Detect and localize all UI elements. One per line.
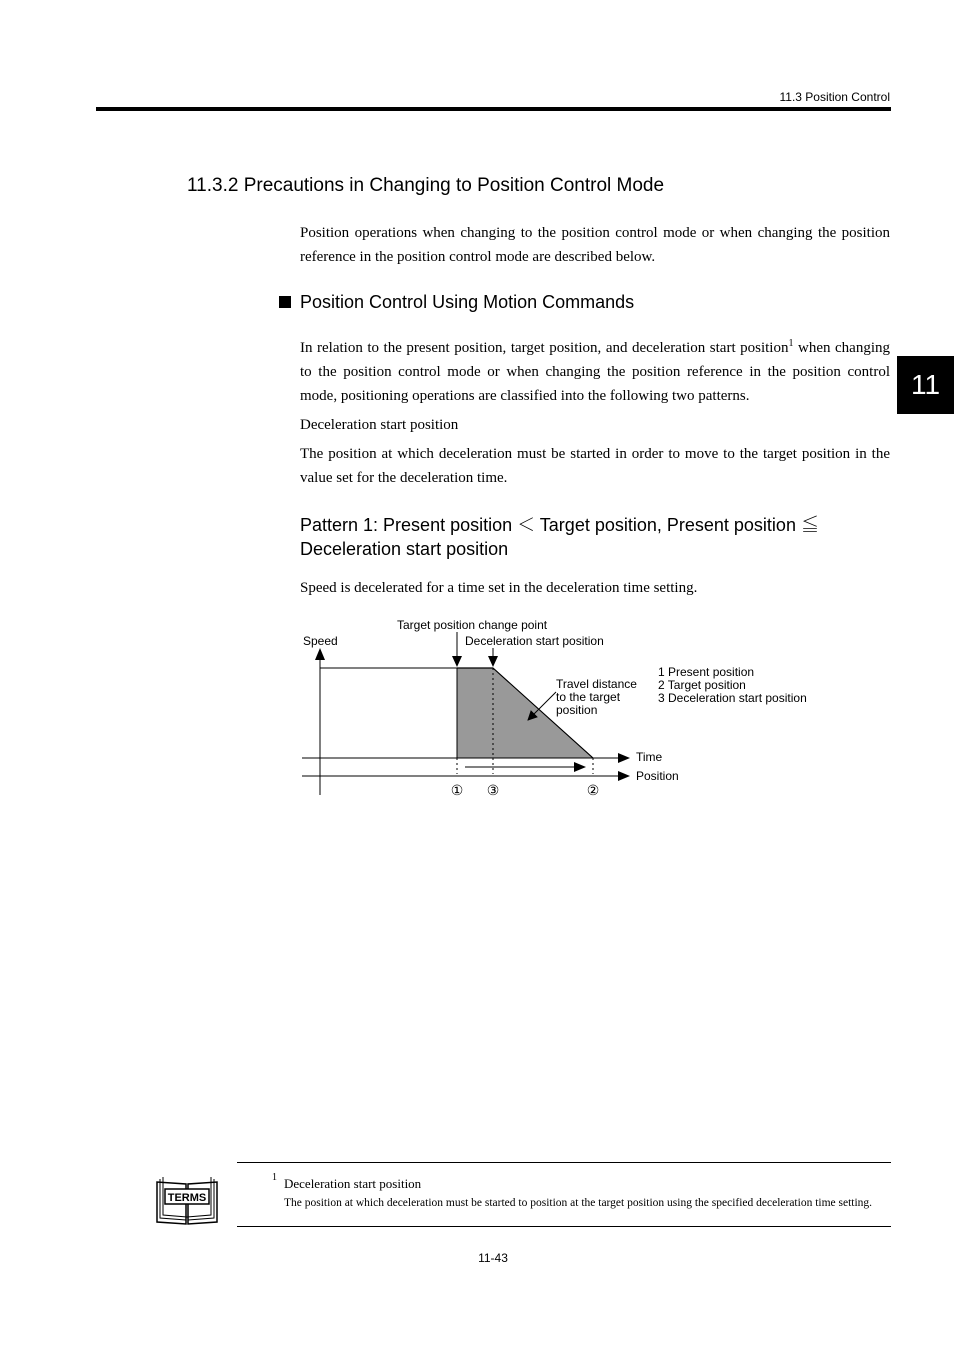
time-axis-arrow-icon: [618, 753, 630, 763]
pattern1-description: Speed is decelerated for a time set in the deceleration time setting.: [300, 580, 698, 596]
legend-item-2: 2 Target position: [658, 678, 746, 692]
position-axis-arrow-icon: [618, 771, 630, 781]
travel-arrow-head-icon: [574, 762, 586, 772]
header-rule: [96, 107, 891, 111]
chapter-tab: 11: [897, 356, 954, 414]
definition-term: Deceleration start position: [300, 417, 459, 433]
footnote-term: Deceleration start position: [284, 1176, 422, 1191]
header-section-ref: 11.3 Position Control: [779, 90, 890, 104]
body-text-before: In relation to the present position, target position, and deceleration start position: [300, 340, 789, 356]
position-label: Position: [636, 769, 679, 783]
time-label: Time: [636, 750, 663, 764]
intro-paragraph: Position operations when changing to the position control mode or when changing the position reference in the position control mode are described below.: [300, 225, 890, 265]
footnote-mark: 1: [272, 1172, 277, 1183]
subsection-heading: [279, 292, 634, 313]
decel-start-label: Deceleration start position: [465, 634, 604, 648]
footnote-text: The position at which deceleration must be started to position at the target position using the specified deceleration time setting.: [284, 1197, 873, 1209]
speed-label: Speed: [303, 634, 338, 648]
legend-item-1: 1 Present position: [658, 665, 755, 679]
square-bullet-icon: [279, 296, 291, 308]
marker-3-label: ③: [486, 782, 500, 798]
decel-start-arrow-head-icon: [488, 656, 498, 667]
pattern1-heading: Pattern 1: Present position ＜ Target position, Present position ≦ Deceleration start position: [300, 515, 819, 559]
travel-label-line1: Travel distance: [556, 677, 637, 691]
marker-2-label: ②: [586, 782, 600, 798]
speed-position-diagram: [290, 612, 830, 802]
terms-book-icon: [155, 1176, 219, 1226]
definition-text: The position at which deceleration must be started in order to move to the target position in the value set for the deceleration time.: [300, 446, 890, 486]
subsection-title: Position Control Using Motion Commands: [300, 292, 635, 312]
section-title: 11.3.2 Precautions in Changing to Position Control Mode: [187, 175, 665, 196]
target-change-arrow-head-icon: [452, 656, 462, 667]
target-change-label: Target position change point: [397, 618, 548, 632]
travel-label-line3: position: [556, 703, 598, 717]
svg-text:TERMS: TERMS: [167, 1192, 207, 1204]
footnote-ref: 1: [788, 338, 794, 349]
marker-1-label: ①: [450, 782, 464, 798]
speed-axis-arrow-icon: [315, 648, 325, 660]
legend-item-3: 3 Deceleration start position: [658, 691, 807, 705]
page-number: 11-43: [478, 1251, 508, 1265]
travel-label-line2: to the target: [556, 690, 621, 704]
body-text-after: when changing to the position control mode or when changing the position reference in the position control mode, positioning operations are classified into the following two patterns.: [300, 340, 890, 404]
subsection-body: [300, 336, 890, 408]
footnote-rule-top: [237, 1162, 891, 1163]
footnote-rule-bottom: [237, 1226, 891, 1227]
